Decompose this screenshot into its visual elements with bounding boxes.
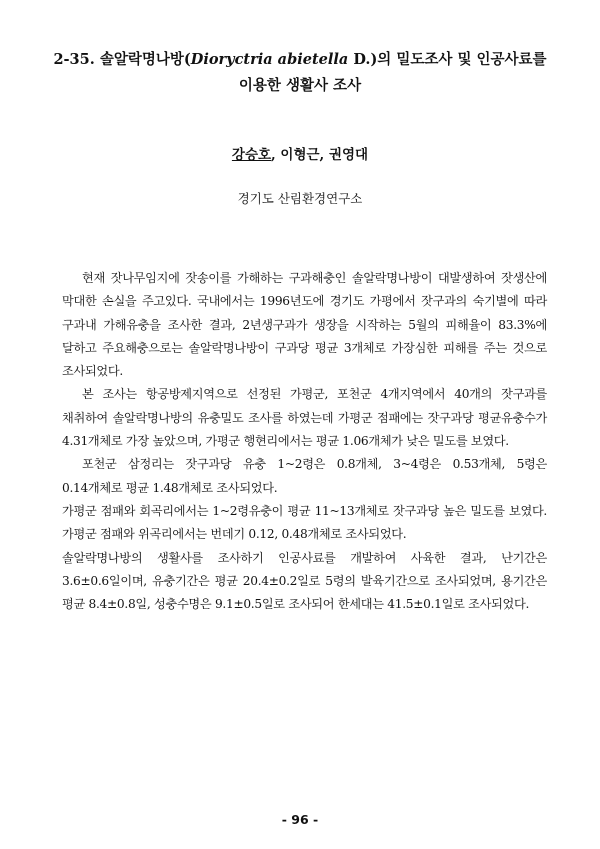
title-post: D.)의 밀도조사 및 인공사료를 bbox=[348, 51, 547, 68]
title-number: 2-35. bbox=[53, 51, 95, 68]
abstract-paragraph-5: 솔알락명나방의 생활사를 조사하기 인공사료를 개발하여 사육한 결과, 난기간은 3.6±0.6일이며, 유충기간은 평균 20.4±0.2일로 5령의 발육기간으로 조사되었며, 용기간은 평균 8.4±0.8일, 성충수명은 9.1±0.5일로 조사되어 한세대는 41.5±0.1일로 조사되었다. bbox=[62, 550, 547, 612]
abstract-body bbox=[62, 267, 547, 616]
author-list bbox=[0, 144, 600, 166]
title-scientific-name: Dioryctria abietella bbox=[190, 51, 349, 68]
affiliation: 경기도 산림환경연구소 bbox=[237, 191, 363, 206]
abstract-paragraph-4: 가평군 점패와 회곡리에서는 1~2령유충이 평균 11~13개체로 잣구과당 높은 밀도를 보였다. 가평군 점패와 위곡리에서는 번데기 0.12, 0.48개체로 조사되었다. bbox=[62, 503, 547, 542]
paper-title bbox=[40, 47, 560, 73]
paper-title-line2: 이용한 생활사 조사 bbox=[238, 77, 362, 94]
title-pre: 솔알락명나방( bbox=[99, 51, 191, 68]
abstract-paragraph-2: 본 조사는 항공방제지역으로 선정된 가평군, 포천군 4개지역에서 40개의 잣구과를 채취하여 솔알락명나방의 유충밀도 조사를 하였는데 가평군 점패에는 잣구과당 평균유충수가 4.31개체로 가장 높았으며, 가평군 행현리에서는 평균 1.06개체가 낮은 밀도를 보였다. bbox=[62, 387, 547, 449]
page-number: - 96 - bbox=[281, 812, 319, 827]
presenting-author: 강승호 bbox=[231, 147, 272, 163]
co-authors: , 이형근, 권영대 bbox=[271, 147, 369, 163]
abstract-paragraph-1: 현재 잣나무임지에 잣송이를 가해하는 구과해충인 솔알락명나방이 대발생하여 잣생산에 막대한 손실을 주고있다. 국내에서는 1996년도에 경기도 가평에서 잣구과의 숙기별에 따라 구과내 가해유충을 조사한 결과, 2년생구과가 생장을 시작하는 5월의 피해율이 83.3%에 달하고 주요해충으로는 솔알락명나방이 구과당 평균 3개체로 가장심한 피해를 주는 것으로 조사되었다. bbox=[62, 271, 547, 379]
abstract-paragraph-3: 포천군 삼정리는 잣구과당 유충 1~2령은 0.8개체, 3~4령은 0.53개체, 5령은 0.14개체로 평균 1.48개체로 조사되었다. bbox=[62, 457, 547, 495]
